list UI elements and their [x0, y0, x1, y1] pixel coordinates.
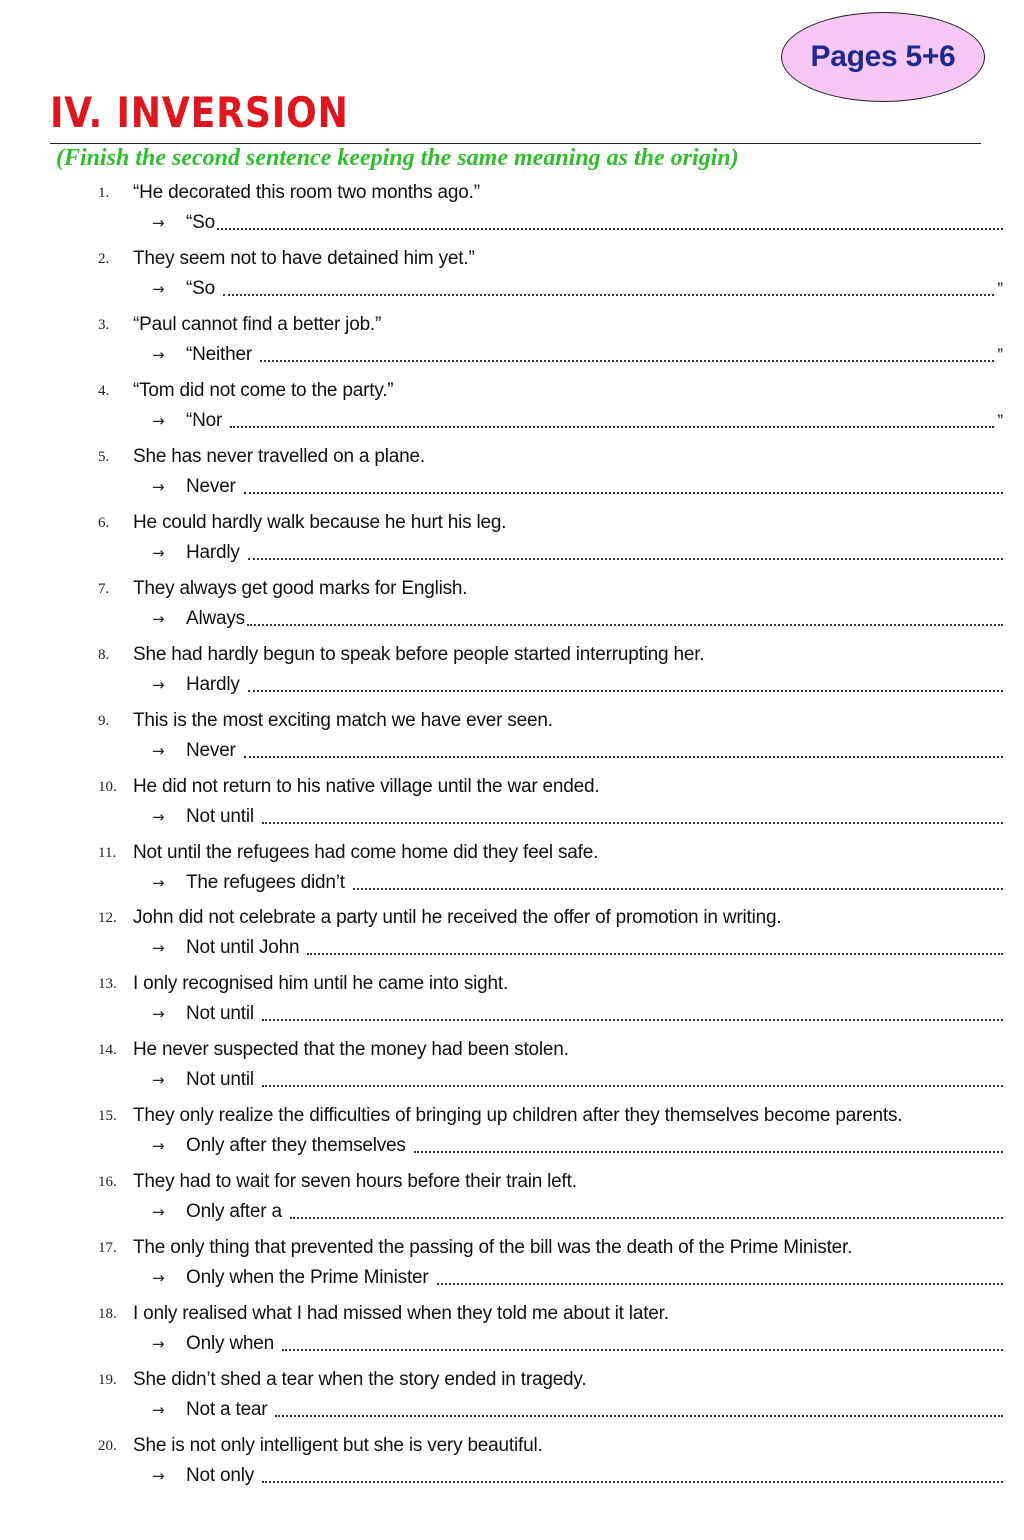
exercise-item	[0, 710, 1024, 772]
answer-blank[interactable]	[248, 558, 1003, 560]
answer-prompt: “Neither	[186, 343, 252, 365]
exercise-item	[0, 973, 1024, 1035]
page-number-badge	[781, 12, 985, 102]
section-title: IV. INVERSION	[50, 88, 349, 137]
arrow-right-icon: →	[152, 1467, 165, 1486]
title-divider	[50, 143, 981, 144]
original-sentence: She didn’t shed a tear when the story ended in tragedy.	[133, 1369, 587, 1391]
arrow-right-icon: →	[152, 345, 165, 364]
answer-line[interactable]	[152, 1003, 1003, 1025]
answer-blank[interactable]	[230, 426, 994, 428]
answer-blank[interactable]	[244, 756, 1003, 758]
original-sentence: “He decorated this room two months ago.”	[133, 182, 480, 203]
item-number: 11.	[98, 844, 117, 861]
original-sentence: Not until the refugees had come home did they feel safe.	[133, 841, 599, 863]
answer-blank[interactable]	[353, 888, 1003, 890]
original-sentence: He could hardly walk because he hurt his leg.	[133, 511, 507, 533]
arrow-right-icon: →	[152, 1269, 165, 1288]
answer-prompt: Not until John	[186, 937, 300, 959]
answer-line[interactable]	[152, 937, 1003, 959]
answer-line[interactable]	[152, 344, 1003, 366]
original-sentence: They only realize the difficulties of bringing up children after they themselves become parents.	[133, 1105, 903, 1127]
exercise-item	[0, 1369, 1024, 1431]
closing-quote: ”	[997, 344, 1003, 364]
answer-line[interactable]	[152, 1399, 1003, 1421]
answer-blank[interactable]	[262, 1085, 1003, 1087]
answer-line[interactable]	[152, 1333, 1003, 1355]
answer-line[interactable]	[152, 806, 1003, 828]
arrow-right-icon: →	[152, 214, 165, 232]
answer-line[interactable]	[152, 1201, 1003, 1223]
answer-blank[interactable]	[414, 1151, 1003, 1153]
exercise-item	[0, 1237, 1024, 1299]
answer-prompt: Never	[186, 739, 236, 761]
arrow-right-icon: →	[152, 1071, 165, 1090]
arrow-right-icon: →	[152, 279, 165, 298]
answer-prompt: Never	[186, 475, 236, 497]
exercise-item	[0, 907, 1024, 969]
answer-blank[interactable]	[282, 1349, 1003, 1351]
original-sentence: She has never travelled on a plane.	[133, 445, 425, 467]
item-number: 6.	[98, 514, 110, 531]
item-number: 18.	[98, 1306, 117, 1323]
exercise-item	[0, 314, 1024, 376]
answer-blank[interactable]	[217, 228, 1003, 230]
answer-prompt: Only after a	[186, 1201, 282, 1223]
original-sentence: He never suspected that the money had been stolen.	[133, 1039, 569, 1061]
arrow-right-icon: →	[152, 1401, 165, 1420]
arrow-right-icon: →	[152, 939, 165, 958]
page-number-text: Pages 5+6	[810, 40, 956, 73]
item-number: 20.	[98, 1438, 117, 1455]
answer-blank[interactable]	[262, 1019, 1003, 1021]
original-sentence: She is not only intelligent but she is very beautiful.	[133, 1435, 543, 1457]
item-number: 3.	[98, 316, 110, 333]
arrow-right-icon: →	[152, 609, 165, 628]
item-number: 4.	[98, 382, 110, 399]
answer-prompt: Not only	[186, 1465, 255, 1487]
answer-blank[interactable]	[262, 1481, 1003, 1483]
answer-prompt: The refugees didn’t	[186, 871, 345, 893]
answer-line[interactable]	[152, 1465, 1003, 1487]
arrow-right-icon: →	[152, 1005, 165, 1024]
answer-prompt: Only when	[186, 1333, 274, 1355]
answer-blank[interactable]	[244, 492, 1003, 494]
item-number: 8.	[98, 646, 110, 663]
answer-prompt: Only when the Prime Minister	[186, 1267, 429, 1289]
answer-line[interactable]	[152, 410, 1003, 432]
item-number: 2.	[98, 250, 110, 267]
item-number: 7.	[98, 580, 110, 597]
exercise-item	[0, 1105, 1024, 1167]
original-sentence: I only realised what I had missed when they told me about it later.	[133, 1303, 669, 1325]
item-number: 12.	[98, 910, 117, 927]
exercise-item	[0, 644, 1024, 706]
answer-prompt: Only after they themselves	[186, 1135, 406, 1157]
answer-blank[interactable]	[247, 624, 1003, 626]
arrow-right-icon: →	[152, 543, 165, 562]
answer-blank[interactable]	[223, 294, 994, 296]
item-number: 15.	[98, 1108, 117, 1125]
answer-prompt: “So	[186, 212, 215, 233]
original-sentence: They always get good marks for English.	[133, 577, 468, 599]
answer-blank[interactable]	[437, 1283, 1003, 1285]
exercise-item	[0, 182, 1024, 244]
original-sentence: “Paul cannot find a better job.”	[133, 313, 382, 335]
item-number: 1.	[98, 185, 110, 201]
original-sentence: She had hardly begun to speak before people started interrupting her.	[133, 643, 705, 665]
original-sentence: John did not celebrate a party until he received the offer of promotion in writing.	[133, 907, 782, 929]
item-number: 9.	[98, 712, 110, 729]
instruction-text: (Finish the second sentence keeping the same meaning as the origin)	[56, 145, 739, 171]
answer-blank[interactable]	[290, 1217, 1003, 1219]
answer-line[interactable]	[152, 278, 1003, 300]
answer-prompt: Hardly	[186, 541, 240, 563]
exercise-item	[0, 842, 1024, 904]
exercise-item	[0, 248, 1024, 310]
arrow-right-icon: →	[152, 807, 165, 826]
answer-line[interactable]	[152, 1069, 1003, 1091]
answer-blank[interactable]	[307, 953, 1003, 955]
answer-prompt: Always	[186, 607, 245, 629]
arrow-right-icon: →	[152, 1203, 165, 1222]
answer-line[interactable]	[152, 542, 1003, 564]
exercise-item	[0, 1435, 1024, 1497]
answer-prompt: “Nor	[186, 409, 223, 431]
answer-line[interactable]	[152, 476, 1003, 498]
answer-blank[interactable]	[248, 690, 1003, 692]
arrow-right-icon: →	[152, 873, 165, 892]
original-sentence: They had to wait for seven hours before their train left.	[133, 1171, 577, 1193]
original-sentence: This is the most exciting match we have ever seen.	[133, 709, 553, 731]
answer-line[interactable]	[152, 872, 1003, 894]
exercise-item	[0, 380, 1024, 442]
arrow-right-icon: →	[152, 477, 165, 496]
arrow-right-icon: →	[152, 411, 165, 430]
arrow-right-icon: →	[152, 1335, 165, 1354]
exercise-item	[0, 1171, 1024, 1233]
item-number: 17.	[98, 1240, 117, 1257]
answer-line[interactable]	[152, 608, 1003, 630]
item-number: 10.	[98, 778, 117, 795]
closing-quote: ”	[997, 410, 1003, 430]
exercise-item	[0, 776, 1024, 838]
arrow-right-icon: →	[152, 741, 165, 760]
answer-prompt: “So	[186, 277, 215, 299]
item-number: 19.	[98, 1372, 117, 1389]
exercise-item	[0, 446, 1024, 508]
answer-prompt: Hardly	[186, 673, 240, 695]
answer-line[interactable]	[152, 1267, 1003, 1289]
answer-blank[interactable]	[260, 360, 994, 362]
answer-prompt: Not until	[186, 805, 254, 827]
answer-prompt: Not a tear	[186, 1399, 268, 1421]
original-sentence: The only thing that prevented the passing of the bill was the death of the Prime Minister.	[133, 1237, 853, 1259]
answer-blank[interactable]	[275, 1415, 1003, 1417]
exercise-item	[0, 1039, 1024, 1101]
exercise-item	[0, 1303, 1024, 1365]
item-number: 5.	[98, 448, 110, 465]
answer-prompt: Not until	[186, 1003, 254, 1025]
item-number: 16.	[98, 1174, 117, 1191]
answer-line[interactable]	[152, 212, 1003, 234]
answer-line[interactable]	[152, 674, 1003, 696]
answer-line[interactable]	[152, 740, 1003, 762]
closing-quote: ”	[997, 278, 1003, 298]
item-number: 13.	[98, 976, 117, 993]
arrow-right-icon: →	[152, 675, 165, 694]
original-sentence: They seem not to have detained him yet.”	[133, 247, 475, 269]
original-sentence: He did not return to his native village until the war ended.	[133, 775, 600, 797]
arrow-right-icon: →	[152, 1137, 165, 1156]
exercise-item	[0, 512, 1024, 574]
answer-prompt: Not until	[186, 1069, 254, 1091]
original-sentence: “Tom did not come to the party.”	[133, 379, 394, 401]
exercise-item	[0, 578, 1024, 640]
answer-line[interactable]	[152, 1135, 1003, 1157]
item-number: 14.	[98, 1042, 117, 1059]
original-sentence: I only recognised him until he came into sight.	[133, 973, 509, 995]
answer-blank[interactable]	[262, 822, 1003, 824]
